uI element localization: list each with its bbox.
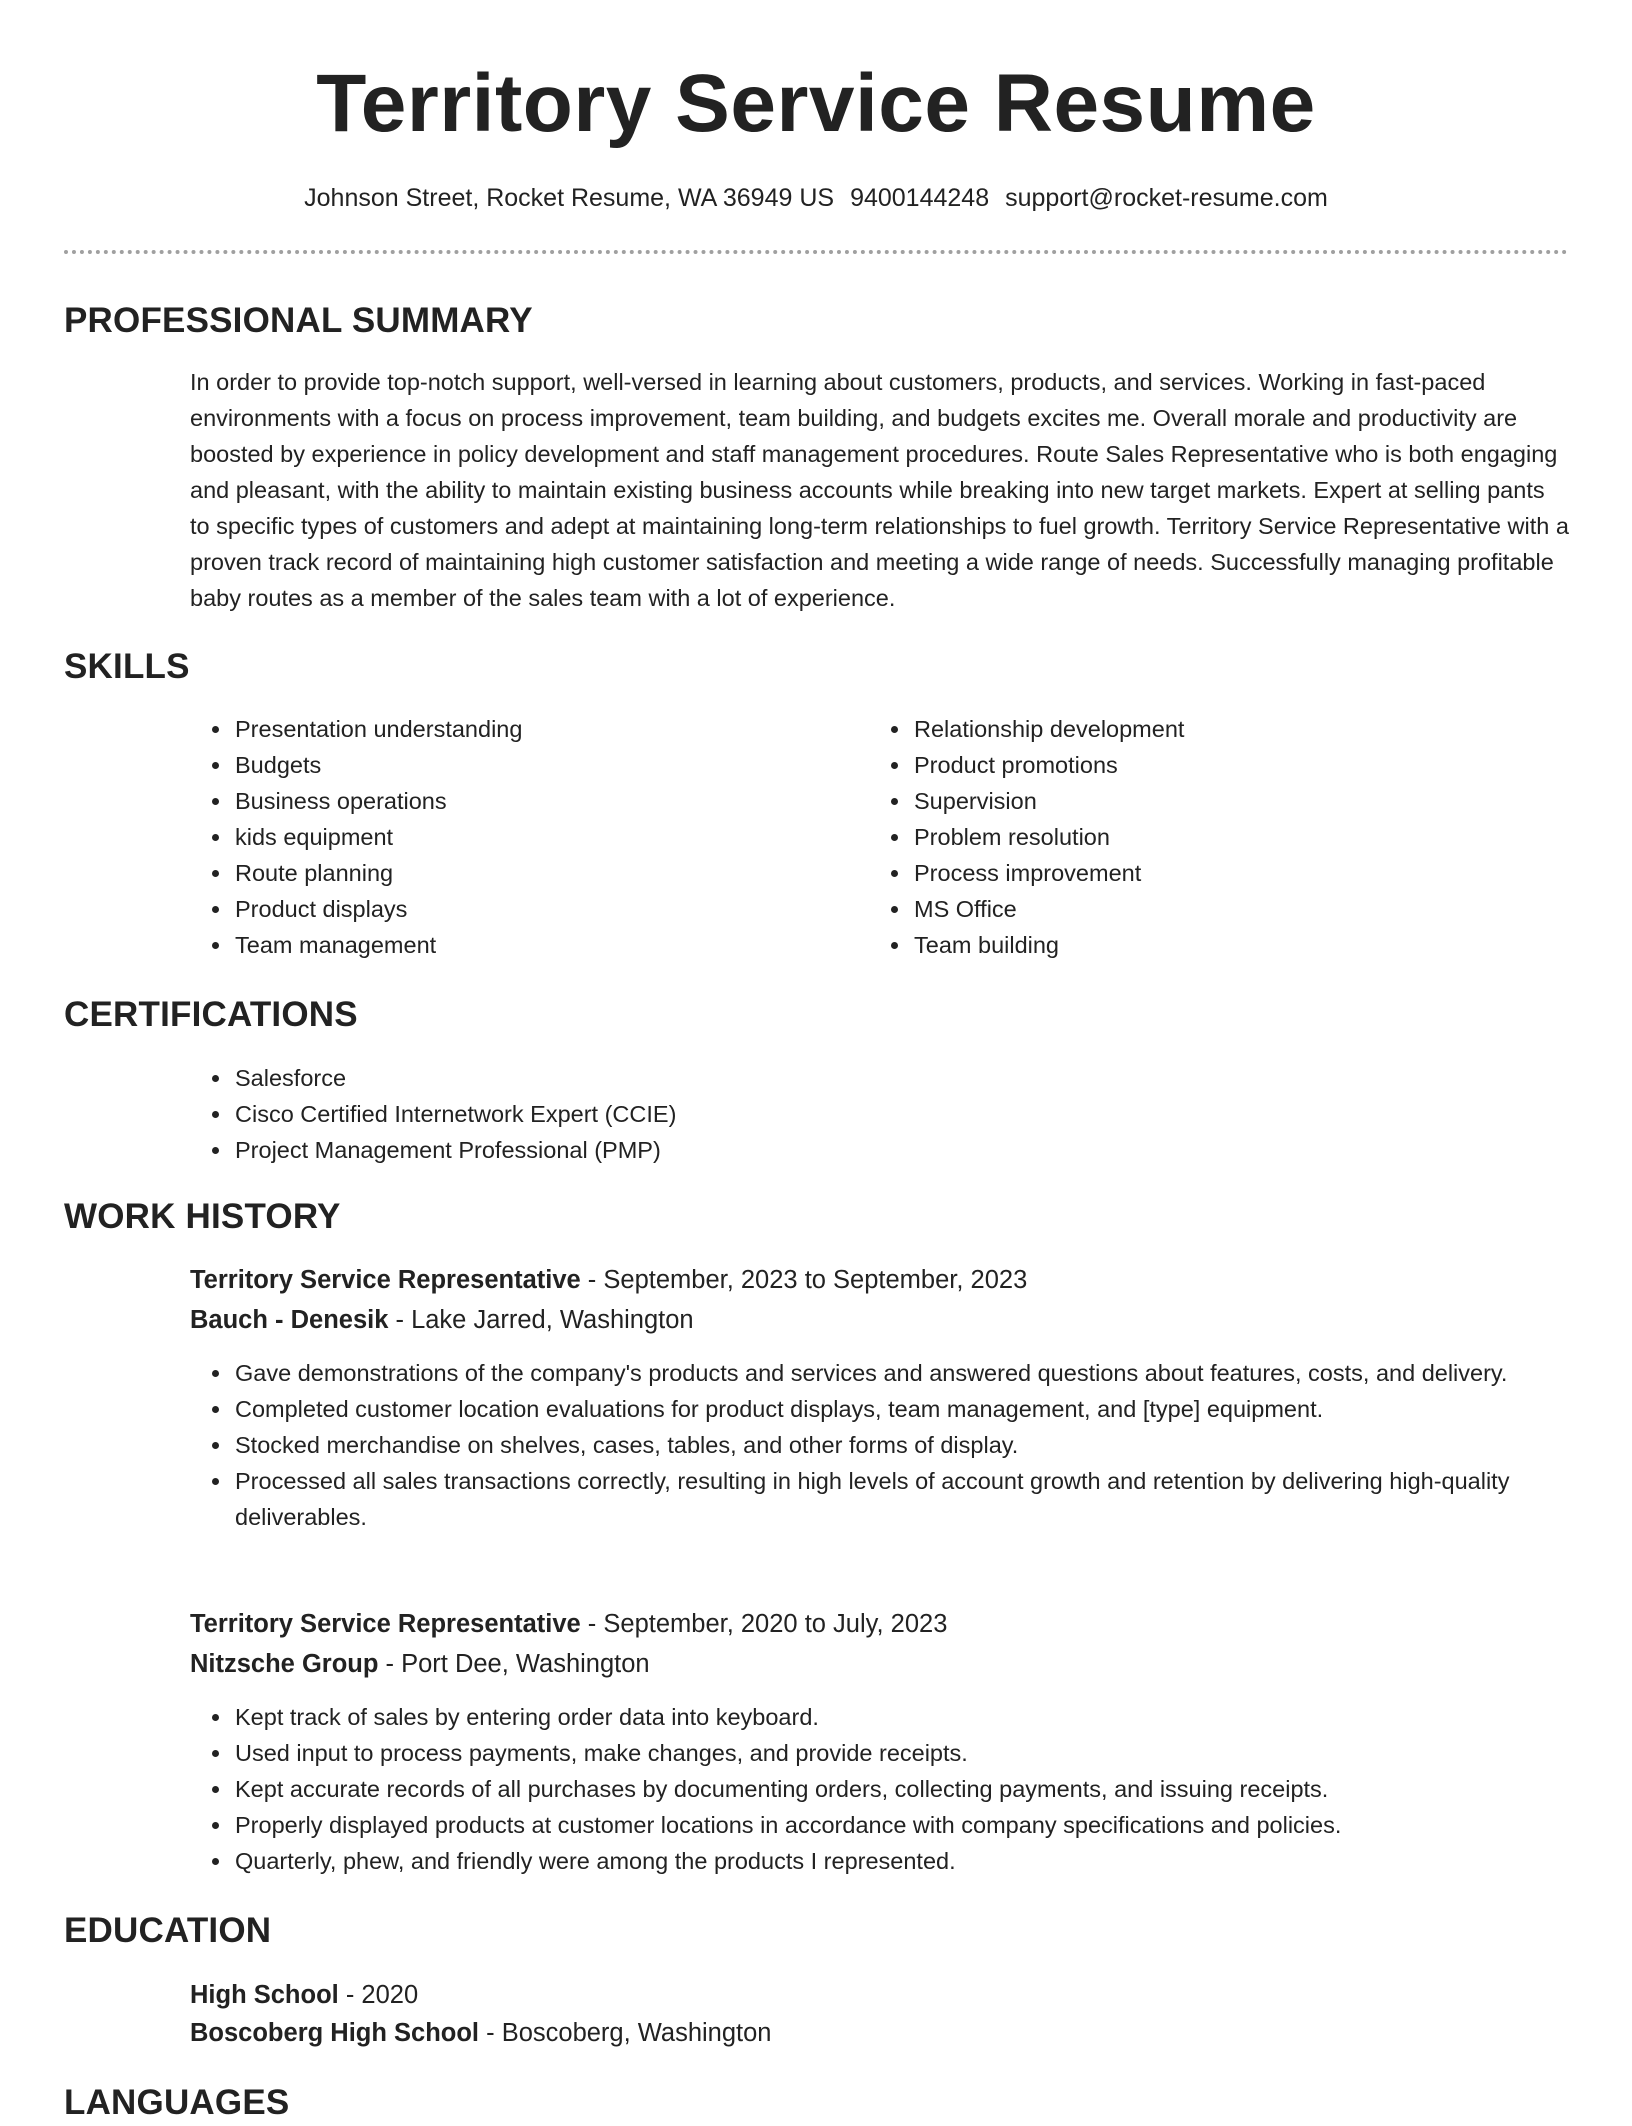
section-heading-certifications: CERTIFICATIONS	[64, 995, 358, 1034]
education-school: Boscoberg High School	[190, 2019, 480, 2047]
skill-item: • Route planning	[233, 855, 833, 891]
education-school-line	[190, 2015, 771, 2051]
section-heading-skills: SKILLS	[64, 647, 190, 686]
job-1-company-line	[190, 1302, 694, 1338]
skill-item: • Business operations	[233, 783, 833, 819]
job-company: Nitzsche Group	[190, 1650, 379, 1678]
skill-item: • Process improvement	[912, 855, 1512, 891]
job-location: - Lake Jarred, Washington	[388, 1306, 694, 1334]
job-bullet: • Gave demonstrations of the company's products and services and answered questions about features, costs, and delivery.	[233, 1355, 1573, 1391]
header-divider	[64, 250, 1568, 254]
skill-item: • kids equipment	[233, 819, 833, 855]
job-1-bullets	[190, 1355, 1573, 1535]
job-title: Territory Service Representative	[190, 1266, 581, 1294]
section-heading-summary: PROFESSIONAL SUMMARY	[64, 301, 533, 340]
section-heading-work-history: WORK HISTORY	[64, 1197, 341, 1236]
education-location: - Boscoberg, Washington	[479, 2019, 772, 2047]
certification-item: • Cisco Certified Internetwork Expert (CCIE)	[233, 1096, 1533, 1132]
certification-item: • Salesforce	[233, 1060, 1533, 1096]
skill-item: • Relationship development	[912, 711, 1512, 747]
skill-item: • Problem resolution	[912, 819, 1512, 855]
certification-item: • Project Management Professional (PMP)	[233, 1132, 1533, 1168]
skill-item: • Supervision	[912, 783, 1512, 819]
job-bullet: • Processed all sales transactions correctly, resulting in high levels of account growth and retention by delivering high-quality deliverables.	[233, 1463, 1573, 1535]
job-dates: - September, 2023 to September, 2023	[580, 1266, 1028, 1294]
job-bullet: • Kept accurate records of all purchases by documenting orders, collecting payments, and issuing receipts.	[233, 1771, 1573, 1807]
section-heading-languages: LANGUAGES	[64, 2083, 290, 2122]
job-dates: - September, 2020 to July, 2023	[580, 1610, 948, 1638]
education-degree: High School	[190, 1981, 339, 2009]
section-heading-education: EDUCATION	[64, 1911, 272, 1950]
job-title: Territory Service Representative	[190, 1610, 581, 1638]
certifications-list	[190, 1060, 1533, 1168]
skill-item: • Team building	[912, 927, 1512, 963]
job-company: Bauch - Denesik	[190, 1306, 389, 1334]
skill-item: • Product promotions	[912, 747, 1512, 783]
contact-phone: 9400144248	[850, 184, 990, 212]
resume-title: Territory Service Resume	[316, 58, 1316, 149]
contact-line	[0, 180, 1632, 216]
education-degree-line	[190, 1977, 418, 2013]
job-1-title-line	[190, 1262, 1027, 1298]
skills-list-left	[190, 711, 833, 963]
contact-email: support@rocket-resume.com	[1005, 184, 1328, 212]
job-bullet: • Used input to process payments, make changes, and provide receipts.	[233, 1735, 1573, 1771]
job-bullet: • Properly displayed products at customer locations in accordance with company specifications and policies.	[233, 1807, 1573, 1843]
job-bullet: • Stocked merchandise on shelves, cases, tables, and other forms of display.	[233, 1427, 1573, 1463]
contact-address: Johnson Street, Rocket Resume, WA 36949 US	[304, 184, 835, 212]
skill-item: • Presentation understanding	[233, 711, 833, 747]
job-2-company-line	[190, 1646, 650, 1682]
job-bullet: • Completed customer location evaluations for product displays, team management, and [type] equipment.	[233, 1391, 1573, 1427]
education-year: - 2020	[338, 1981, 419, 2009]
skill-item: • Budgets	[233, 747, 833, 783]
skill-item: • Team management	[233, 927, 833, 963]
skill-item: • MS Office	[912, 891, 1512, 927]
job-bullet: • Kept track of sales by entering order data into keyboard.	[233, 1699, 1573, 1735]
skills-list-right	[869, 711, 1512, 963]
summary-text: In order to provide top-notch support, well-versed in learning about customers, products, and services. Working in fast-paced environments with a focus on process improvement, team building, and budgets excites me. Overall morale and productivity are boosted by experience in policy development and staff management procedures. Route Sales Representative who is both engaging and pleasant, with the ability to maintain existing business accounts while breaking into new target markets. Expert at selling pants to specific types of customers and adept at maintaining long-term relationships to fuel growth. Territory Service Representative with a proven track record of maintaining high customer satisfaction and meeting a wide range of needs. Successfully managing profitable baby routes as a member of the sales team with a lot of experience.	[190, 369, 1569, 611]
skill-item: • Product displays	[233, 891, 833, 927]
job-2-title-line	[190, 1606, 947, 1642]
job-bullet: • Quarterly, phew, and friendly were among the products I represented.	[233, 1843, 1573, 1879]
job-2-bullets	[190, 1699, 1573, 1879]
job-location: - Port Dee, Washington	[378, 1650, 650, 1678]
